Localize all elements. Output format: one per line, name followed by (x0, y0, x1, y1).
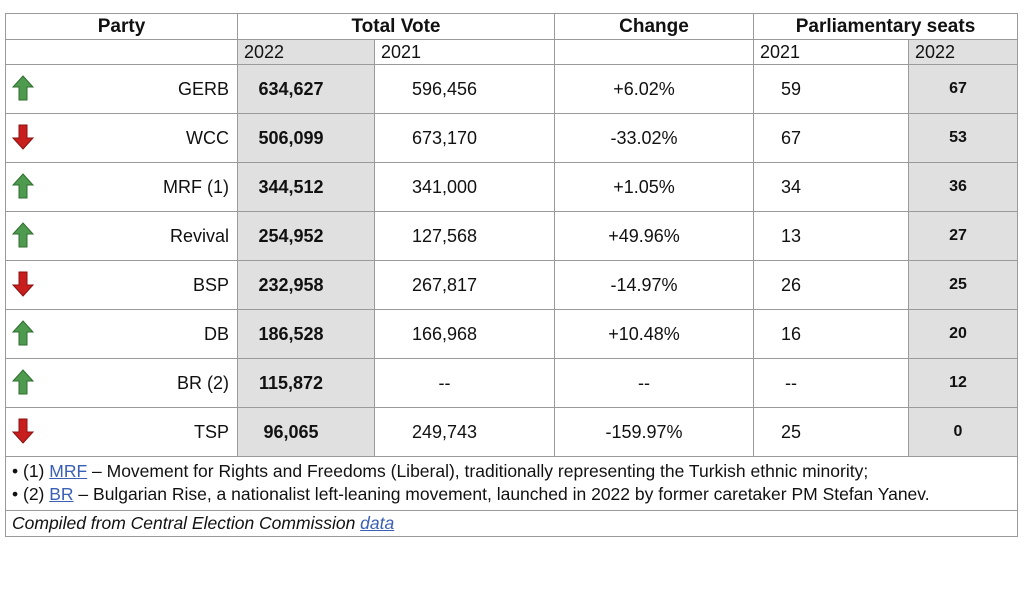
party-name (6, 163, 238, 212)
header-row (6, 14, 1018, 40)
subheader-vote-2021: 2021 (375, 40, 555, 65)
vote-2021-cell-text: 267,817 (411, 274, 478, 295)
seats-2022-cell (909, 163, 1018, 212)
seats-2021-cell-text: 59 (780, 78, 802, 99)
change-cell-text: -159.97% (605, 421, 683, 442)
vote-2021-cell (375, 359, 555, 408)
seats-2021-cell-text: 67 (780, 127, 802, 148)
vote-2021-cell (375, 408, 555, 457)
party-row (6, 163, 1018, 212)
change-cell (555, 359, 754, 408)
vote-2022-cell-text: 115,872 (258, 372, 324, 393)
change-cell (555, 65, 754, 114)
party-name (6, 359, 238, 408)
vote-2022-cell (238, 163, 375, 212)
change-cell-text: +1.05% (613, 176, 675, 197)
party-name-text: GERB (177, 78, 229, 99)
change-cell (555, 114, 754, 163)
seats-2021-cell-text: 34 (780, 176, 802, 197)
up-arrow-icon (12, 222, 34, 248)
source-note (6, 511, 1018, 537)
party-name (6, 261, 238, 310)
vote-2022-cell-text: 634,627 (258, 78, 324, 99)
vote-2022-cell (238, 65, 375, 114)
vote-2021-cell-text: 673,170 (411, 127, 478, 148)
seats-2022-cell-text: 53 (949, 129, 967, 146)
vote-2021-cell (375, 163, 555, 212)
footnote-1-prefix: • (1) (12, 461, 50, 481)
party-name-text: WCC (186, 127, 229, 148)
up-arrow-icon (12, 369, 34, 395)
seats-2022-cell-text: 27 (949, 227, 967, 244)
party-name (6, 310, 238, 359)
seats-2021-cell (754, 408, 909, 457)
up-arrow-icon (12, 75, 34, 101)
vote-2022-cell-text: 506,099 (258, 127, 324, 148)
br-link[interactable]: BR (49, 484, 74, 504)
seats-2022-cell (909, 261, 1018, 310)
party-row (6, 310, 1018, 359)
seats-2021-cell (754, 310, 909, 359)
party-row (6, 408, 1018, 457)
election-results-table-container (5, 13, 1017, 537)
seats-2021-cell-text: 16 (780, 323, 802, 344)
down-arrow-icon (12, 418, 34, 444)
source-data-link[interactable]: data (360, 513, 395, 533)
seats-2021-cell (754, 114, 909, 163)
change-cell-text: -- (638, 372, 650, 393)
vote-2022-cell (238, 408, 375, 457)
party-name (6, 212, 238, 261)
vote-2022-cell-text: 186,528 (258, 323, 324, 344)
footnotes (6, 457, 1018, 511)
vote-2022-cell (238, 261, 375, 310)
footnote-1-text: – Movement for Rights and Freedoms (Liberal), traditionally representing the Turkish ethnic minority; (87, 461, 869, 481)
footnote-2-text: – Bulgarian Rise, a nationalist left-leaning movement, launched in 2022 by former caretaker PM Stefan Yanev. (73, 484, 930, 504)
vote-2022-cell-text: 344,512 (258, 176, 324, 197)
header-party: Party (6, 14, 238, 40)
seats-2021-cell (754, 261, 909, 310)
vote-2021-cell (375, 114, 555, 163)
party-row (6, 359, 1018, 408)
vote-2021-cell-text: 596,456 (411, 78, 478, 99)
seats-2022-cell (909, 408, 1018, 457)
vote-2022-cell-text: 96,065 (263, 421, 319, 442)
vote-2021-cell-text: 127,568 (411, 225, 478, 246)
seats-2022-cell-text: 12 (949, 374, 967, 391)
vote-2022-cell-text: 232,958 (258, 274, 324, 295)
seats-2021-cell-text: -- (785, 372, 797, 393)
change-cell-text: +6.02% (613, 78, 675, 99)
vote-2021-cell-text: 249,743 (411, 421, 478, 442)
seats-2022-cell (909, 65, 1018, 114)
vote-2021-cell-text: 166,968 (411, 323, 478, 344)
seats-2022-cell-text: 36 (949, 178, 967, 195)
vote-2021-cell (375, 212, 555, 261)
party-row (6, 212, 1018, 261)
vote-2021-cell (375, 261, 555, 310)
party-name (6, 65, 238, 114)
seats-2021-cell (754, 212, 909, 261)
vote-2021-cell-text: -- (438, 372, 451, 393)
party-name-text: BR (2) (176, 372, 229, 393)
change-cell-text: +49.96% (608, 225, 680, 246)
footnote-2 (12, 483, 1011, 506)
party-row (6, 114, 1018, 163)
change-cell (555, 408, 754, 457)
up-arrow-icon (12, 320, 34, 346)
election-results-table (5, 13, 1018, 537)
vote-2021-cell-text: 341,000 (411, 176, 478, 197)
footnote-2-prefix: • (2) (12, 484, 50, 504)
seats-2022-cell (909, 114, 1018, 163)
up-arrow-icon (12, 173, 34, 199)
party-name-text: DB (203, 323, 229, 344)
seats-2022-cell-text: 25 (949, 276, 967, 293)
down-arrow-icon (12, 124, 34, 150)
mrf-link[interactable]: MRF (49, 461, 88, 481)
subheader-seats-2022: 2022 (909, 40, 1018, 65)
source-row (6, 511, 1018, 537)
party-name (6, 408, 238, 457)
seats-2022-cell-text: 0 (953, 423, 963, 440)
change-cell (555, 163, 754, 212)
change-cell (555, 261, 754, 310)
source-text: Compiled from Central Election Commission (12, 513, 361, 533)
party-name-text: Revival (169, 225, 229, 246)
seats-2022-cell (909, 212, 1018, 261)
down-arrow-icon (12, 271, 34, 297)
header-parliamentary-seats: Parliamentary seats (754, 14, 1018, 40)
seats-2022-cell-text: 20 (949, 325, 967, 342)
subheader-row (6, 40, 1018, 65)
subheader-party-empty (6, 40, 238, 65)
seats-2021-cell-text: 25 (780, 421, 802, 442)
seats-2021-cell (754, 65, 909, 114)
subheader-seats-2021: 2021 (754, 40, 909, 65)
vote-2022-cell-text: 254,952 (258, 225, 324, 246)
seats-2022-cell (909, 310, 1018, 359)
change-cell-text: -14.97% (610, 274, 678, 295)
header-change: Change (555, 14, 754, 40)
vote-2022-cell (238, 212, 375, 261)
vote-2022-cell (238, 114, 375, 163)
change-cell-text: -33.02% (610, 127, 678, 148)
party-name-text: TSP (193, 421, 229, 442)
seats-2021-cell (754, 163, 909, 212)
party-row (6, 261, 1018, 310)
subheader-vote-2022: 2022 (238, 40, 375, 65)
header-total-vote: Total Vote (238, 14, 555, 40)
change-cell-text: +10.48% (608, 323, 680, 344)
party-name (6, 114, 238, 163)
change-cell (555, 212, 754, 261)
seats-2021-cell-text: 26 (780, 274, 802, 295)
subheader-change-empty (555, 40, 754, 65)
seats-2021-cell-text: 13 (780, 225, 802, 246)
change-cell (555, 310, 754, 359)
vote-2022-cell (238, 310, 375, 359)
vote-2021-cell (375, 310, 555, 359)
party-name-text: MRF (1) (163, 176, 229, 197)
seats-2022-cell (909, 359, 1018, 408)
seats-2022-cell-text: 67 (949, 80, 967, 97)
seats-2021-cell (754, 359, 909, 408)
vote-2021-cell (375, 65, 555, 114)
footnote-1 (12, 460, 1011, 483)
party-row (6, 65, 1018, 114)
vote-2022-cell (238, 359, 375, 408)
party-name-text: BSP (192, 274, 229, 295)
notes-row (6, 457, 1018, 511)
